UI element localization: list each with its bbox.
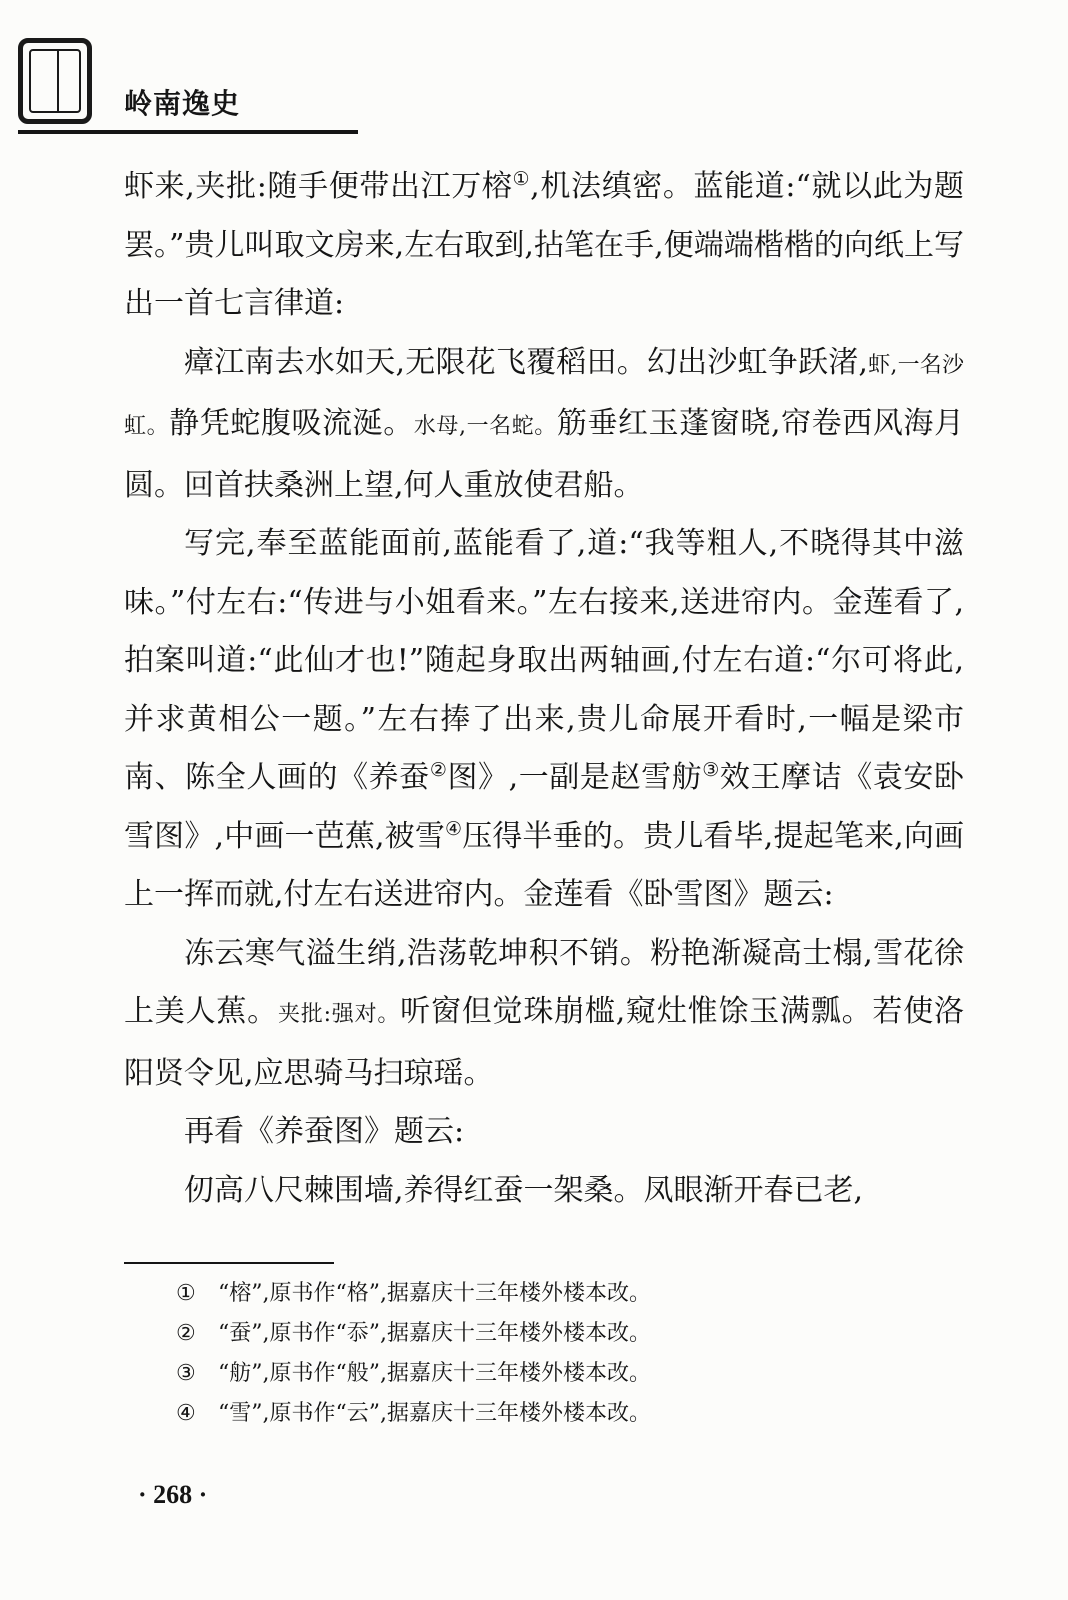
footnote (176, 1274, 956, 1314)
inline-note: 夹批:强对。 (277, 1002, 401, 1027)
footnote-mark: ③ (176, 1361, 196, 1386)
footnote-mark: ④ (176, 1401, 196, 1426)
footnote-text: “雪”,原书作“云”,据嘉庆十三年楼外楼本改。 (218, 1401, 651, 1426)
footnote-reference: ② (429, 759, 448, 781)
text-segment: ,机法缜密。蓝能道:“就以此为题罢。”贵儿叫取文房来,左右取到,拈笔在手,便端端楷楷的向纸上写出一首七言律道: (124, 169, 964, 321)
text-segment: 压得半垂的。贵儿看毕,提起笔来,向画上一挥而就,付左右送进帘内。金莲看《卧雪图》题云: (124, 818, 964, 912)
text-segment: 虾来,夹批:随手便带出江万榕 (124, 169, 513, 204)
text-segment: 写完,奉至蓝能面前,蓝能看了,道:“我等粗人,不晓得其中滋味。”付左右:“传进与小姐看来。”左右接来,送进帘内。金莲看了,拍案叫道:“此仙才也!”随起身取出两轴画,付左右道:“尔可将此,并求黄相公一题。”左右捧了出来,贵儿命展开看时,一幅是梁市南、陈全人画的《养蚕 (124, 526, 964, 795)
running-title: 岭南逸史 (124, 87, 241, 120)
text-segment: 仞高八尺棘围墙,养得红蚕一架桑。凤眼渐开春已老, (184, 1172, 864, 1208)
footnote (176, 1394, 956, 1434)
seal-logo (18, 38, 92, 124)
footnote (176, 1354, 956, 1394)
paragraph (124, 1162, 964, 1221)
paragraph (124, 334, 964, 516)
footnote-reference: ④ (445, 817, 463, 840)
text-segment: 冻云寒气溢生绡,浩荡乾坤积不销。粉艳渐凝高士榻,雪花徐上美人蕉。 (124, 935, 964, 1029)
text-segment: 听窗但觉珠崩槛,窥灶惟馀玉满瓢。若使洛阳贤令见,应思骑马扫琼瑶。 (124, 994, 965, 1091)
footnote-mark: ② (176, 1321, 196, 1346)
footnote-reference: ③ (702, 759, 720, 781)
footnote-text: “舫”,原书作“般”,据嘉庆十三年楼外楼本改。 (218, 1361, 651, 1386)
text-segment: 瘴江南去水如天,无限花飞覆稻田。幻出沙虹争跃渚, (184, 344, 868, 380)
text-segment: 效王摩诘《袁安卧雪图》,中画一芭蕉,被雪 (124, 760, 964, 854)
footnote-text: “榕”,原书作“格”,据嘉庆十三年楼外楼本改。 (218, 1281, 651, 1306)
header-rule (18, 130, 358, 134)
text-segment: 静凭蛇腹吸流涎。 (169, 406, 414, 441)
footnote-reference: ① (512, 168, 531, 190)
inline-note: 水母,一名蛇。 (413, 414, 557, 439)
text-segment: 筋垂红玉蓬窗晓,帘卷西风海月圆。回首扶桑洲上望,何人重放使君船。 (124, 406, 964, 503)
paragraph (124, 1103, 964, 1162)
text-segment: 图》,一副是赵雪舫 (447, 760, 703, 795)
inline-note: 虾,一名沙虹。 (124, 352, 964, 439)
text-segment: 再看《养蚕图》题云: (184, 1114, 465, 1149)
body-text (124, 158, 964, 1220)
footnotes (176, 1274, 956, 1434)
page-number: · 268 · (138, 1480, 208, 1509)
footnote-mark: ① (176, 1281, 196, 1306)
footnote-text: “蚕”,原书作“忝”,据嘉庆十三年楼外楼本改。 (218, 1321, 651, 1346)
footnote-rule (124, 1262, 334, 1264)
paragraph (124, 158, 964, 334)
paragraph (124, 925, 964, 1104)
footnote (176, 1314, 956, 1354)
paragraph (124, 515, 964, 925)
